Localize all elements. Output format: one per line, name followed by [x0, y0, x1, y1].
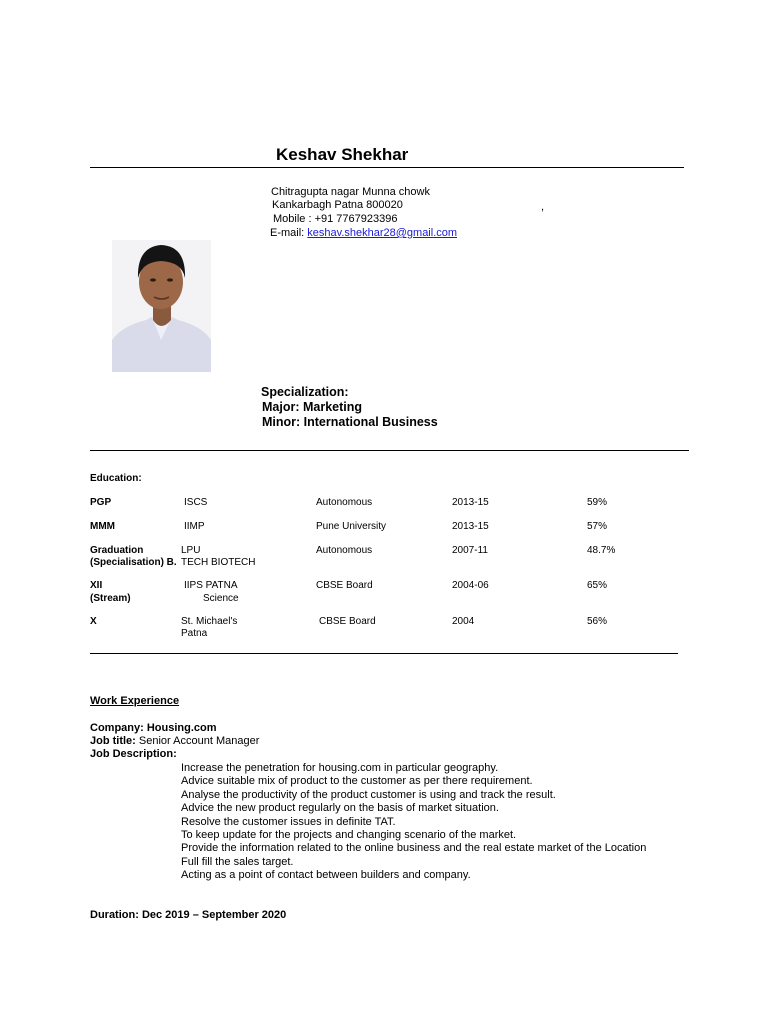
- list-item: Advice the new product regularly on the basis of market situation.: [181, 802, 499, 815]
- institute-cell-line-2: Patna: [181, 628, 208, 639]
- candidate-name: Keshav Shekhar: [276, 145, 409, 164]
- education-divider: [90, 653, 678, 654]
- institute-cell: ISCS: [184, 497, 208, 508]
- header-divider: [90, 167, 684, 168]
- education-heading: Education:: [90, 473, 142, 484]
- email-link[interactable]: keshav.shekhar28@gmail.com: [307, 227, 458, 239]
- score-cell: 65%: [587, 580, 608, 591]
- job-title-label: Job title:: [90, 735, 136, 747]
- years-cell: 2004-06: [452, 580, 489, 591]
- institute-cell: IIPS PATNA: [184, 580, 238, 591]
- institute-cell-line-2: TECH BIOTECH: [181, 557, 256, 568]
- degree-cell: X: [90, 616, 97, 627]
- board-cell: CBSE Board: [316, 580, 373, 591]
- list-item: To keep update for the projects and changing scenario of the market.: [181, 829, 517, 842]
- degree-cell: MMM: [90, 521, 115, 532]
- specialization-major: Major: Marketing: [262, 400, 363, 414]
- degree-cell: PGP: [90, 497, 112, 508]
- degree-cell-line-2: (Specialisation) B.: [90, 557, 177, 568]
- degree-cell: XII: [90, 580, 103, 591]
- list-item: Full fill the sales target.: [181, 855, 294, 868]
- score-cell: 56%: [587, 616, 608, 627]
- job-title-value: Senior Account Manager: [135, 735, 260, 747]
- institute-cell: LPU: [181, 545, 201, 556]
- years-cell: 2013-15: [452, 521, 489, 532]
- duration-line: Duration: Dec 2019 – September 2020: [90, 909, 287, 921]
- score-cell: 59%: [587, 497, 608, 508]
- email-label: E-mail:: [270, 227, 308, 239]
- years-cell: 2004: [452, 616, 475, 627]
- years-cell: 2007-11: [452, 545, 488, 556]
- address-line-1: Chitragupta nagar Munna chowk: [271, 186, 430, 198]
- list-item: Resolve the customer issues in definite TAT.: [181, 815, 396, 828]
- mobile-number: Mobile : +91 7767923396: [273, 213, 398, 225]
- board-cell: CBSE Board: [319, 616, 376, 627]
- stray-comma: ,: [541, 201, 545, 213]
- list-item: Provide the information related to the online business and the real estate market of the Location: [181, 842, 647, 855]
- specialization-title: Specialization:: [261, 385, 349, 399]
- list-item: Analyse the productivity of the product customer is using and track the result.: [181, 788, 556, 801]
- degree-cell: Graduation: [90, 545, 144, 556]
- list-item: Acting as a point of contact between builders and company.: [181, 869, 471, 882]
- list-item: Advice suitable mix of product to the customer as per there requirement.: [181, 775, 533, 788]
- work-experience-heading: Work Experience: [90, 695, 180, 707]
- institute-cell: St. Michael's: [181, 616, 238, 627]
- list-item: Increase the penetration for housing.com in particular geography.: [181, 762, 499, 774]
- board-cell: Autonomous: [316, 545, 373, 556]
- job-title-line: [90, 735, 259, 748]
- email-row: [270, 227, 457, 241]
- specialization-minor: Minor: International Business: [262, 415, 438, 429]
- institute-cell: IIMP: [184, 521, 205, 532]
- score-cell: 57%: [587, 521, 608, 532]
- company-line: Company: Housing.com: [90, 722, 217, 734]
- institute-cell-line-2: Science: [203, 593, 239, 604]
- degree-cell-line-2: (Stream): [90, 593, 131, 604]
- duties-list: [181, 762, 646, 883]
- job-description-label: Job Description:: [90, 748, 177, 760]
- board-cell: Autonomous: [316, 497, 373, 508]
- profile-photo: [112, 240, 211, 372]
- years-cell: 2013-15: [452, 497, 489, 508]
- specialization-divider: [90, 450, 689, 451]
- address-line-2: Kankarbagh Patna 800020: [272, 199, 403, 211]
- score-cell: 48.7%: [587, 545, 616, 556]
- board-cell: Pune University: [316, 521, 387, 532]
